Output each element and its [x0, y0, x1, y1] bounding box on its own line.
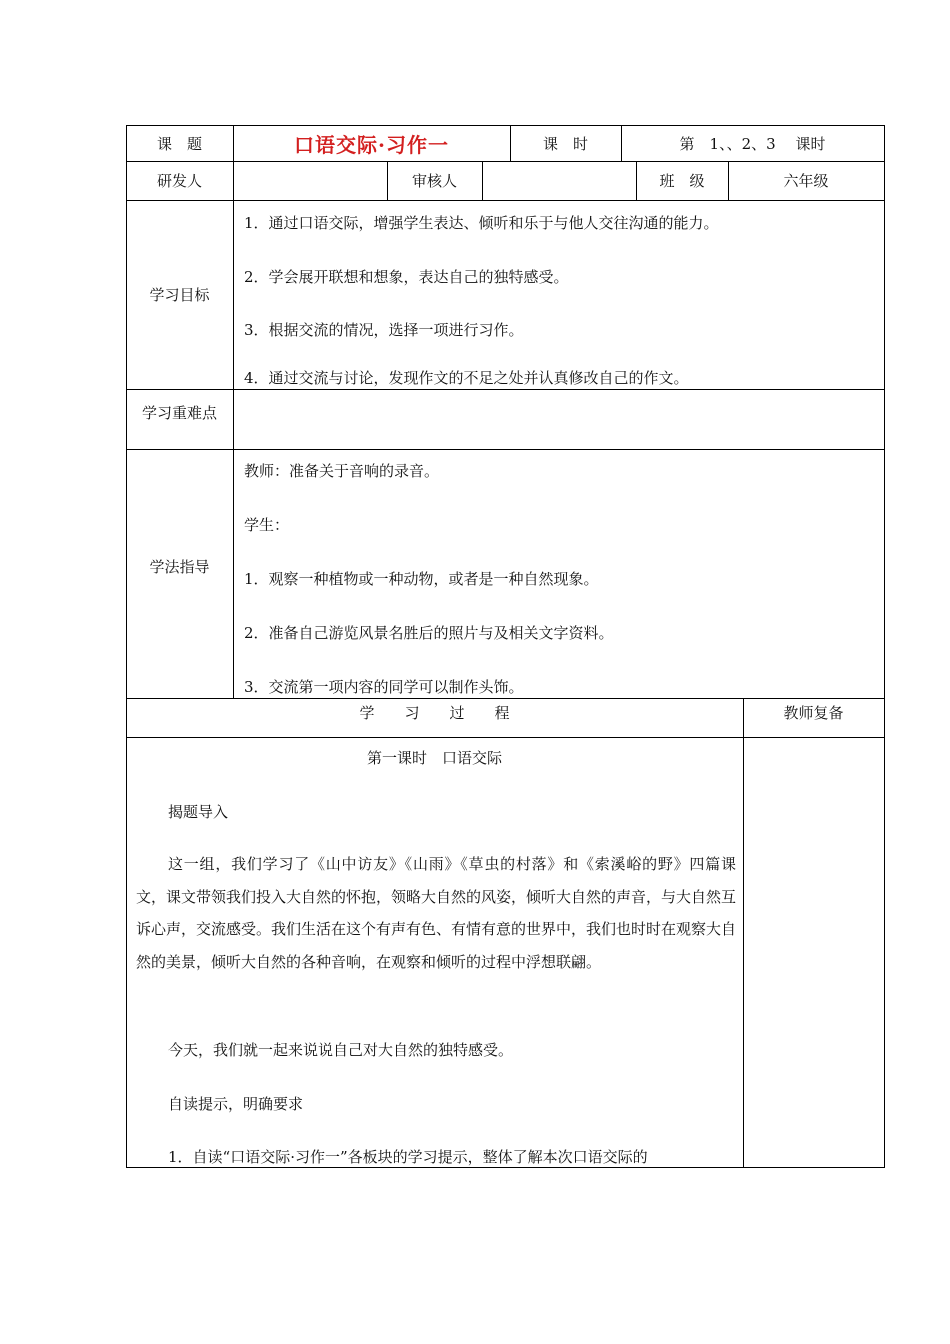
teacher-notes-header: 教师复备 [783, 703, 844, 722]
topic-label: 课 题 [156, 134, 202, 153]
guidance-line: 2．准备自己游览风景名胜后的照片与及相关文字资料。 [244, 624, 614, 642]
guidance-label: 学法指导 [149, 558, 210, 576]
table-line [233, 200, 234, 698]
table-line [126, 737, 885, 738]
lesson-title: 第一课时 口语交际 [366, 748, 502, 767]
class-label: 班 级 [659, 172, 705, 190]
table-line [884, 125, 885, 1167]
period-value: 第 1、、2、3 课时 [679, 134, 826, 153]
class-value: 六年级 [783, 172, 829, 190]
table-line [126, 449, 885, 450]
developer-label: 研发人 [156, 172, 202, 190]
reviewer-label: 审核人 [411, 172, 457, 190]
section-heading: 自读提示，明确要求 [168, 1095, 304, 1113]
table-line [126, 1167, 885, 1168]
guidance-line: 学生： [244, 516, 290, 534]
key-points-label: 学习重难点 [141, 404, 217, 422]
key-points-value [233, 389, 884, 449]
goals-label: 学习目标 [149, 286, 210, 304]
paragraph: 这一组，我们学习了《山中访友》《山雨》《草虫的村落》和《索溪峪的野》四篇课文，课文带领我们投入大自然的怀抱，领略大自然的风姿，倾听大自然的声音，与大自然互诉心声，交流感受。我们生活在这个有声有色、有情有意的世界中，我们也时时在观察大自然的美景，倾听大自然的各种音响，在观察和倾听的过程中浮想联翩。 [136, 855, 737, 971]
reviewer-value [482, 161, 636, 200]
goal-item: 3．根据交流的情况，选择一项进行习作。 [244, 321, 524, 339]
goal-item: 4．通过交流与讨论，发现作文的不足之处并认真修改自己的作文。 [244, 369, 689, 387]
period-label: 课 时 [542, 134, 588, 153]
table-line [126, 200, 885, 201]
goal-item: 2．学会展开联想和想象，表达自己的独特感受。 [244, 268, 569, 286]
goal-item: 1．通过口语交际，增强学生表达、倾听和乐于与他人交往沟通的能力。 [244, 214, 719, 232]
guidance-line: 3．交流第一项内容的同学可以制作头饰。 [244, 678, 524, 696]
guidance-line: 1．观察一种植物或一种动物，或者是一种自然现象。 [244, 570, 599, 588]
guidance-line: 教师：准备关于音响的录音。 [244, 462, 440, 480]
section-heading: 揭题导入 [168, 803, 229, 821]
developer-value [233, 161, 387, 200]
paragraph: 今天，我们就一起来说说自己对大自然的独特感受。 [168, 1041, 514, 1059]
table-line [743, 698, 744, 1167]
process-header: 学 习 过 程 [359, 703, 510, 722]
list-item: 1．自读“口语交际·习作一”各板块的学习提示，整体了解本次口语交际的 [168, 1148, 648, 1166]
topic-title: 口语交际·习作一 [294, 132, 449, 157]
